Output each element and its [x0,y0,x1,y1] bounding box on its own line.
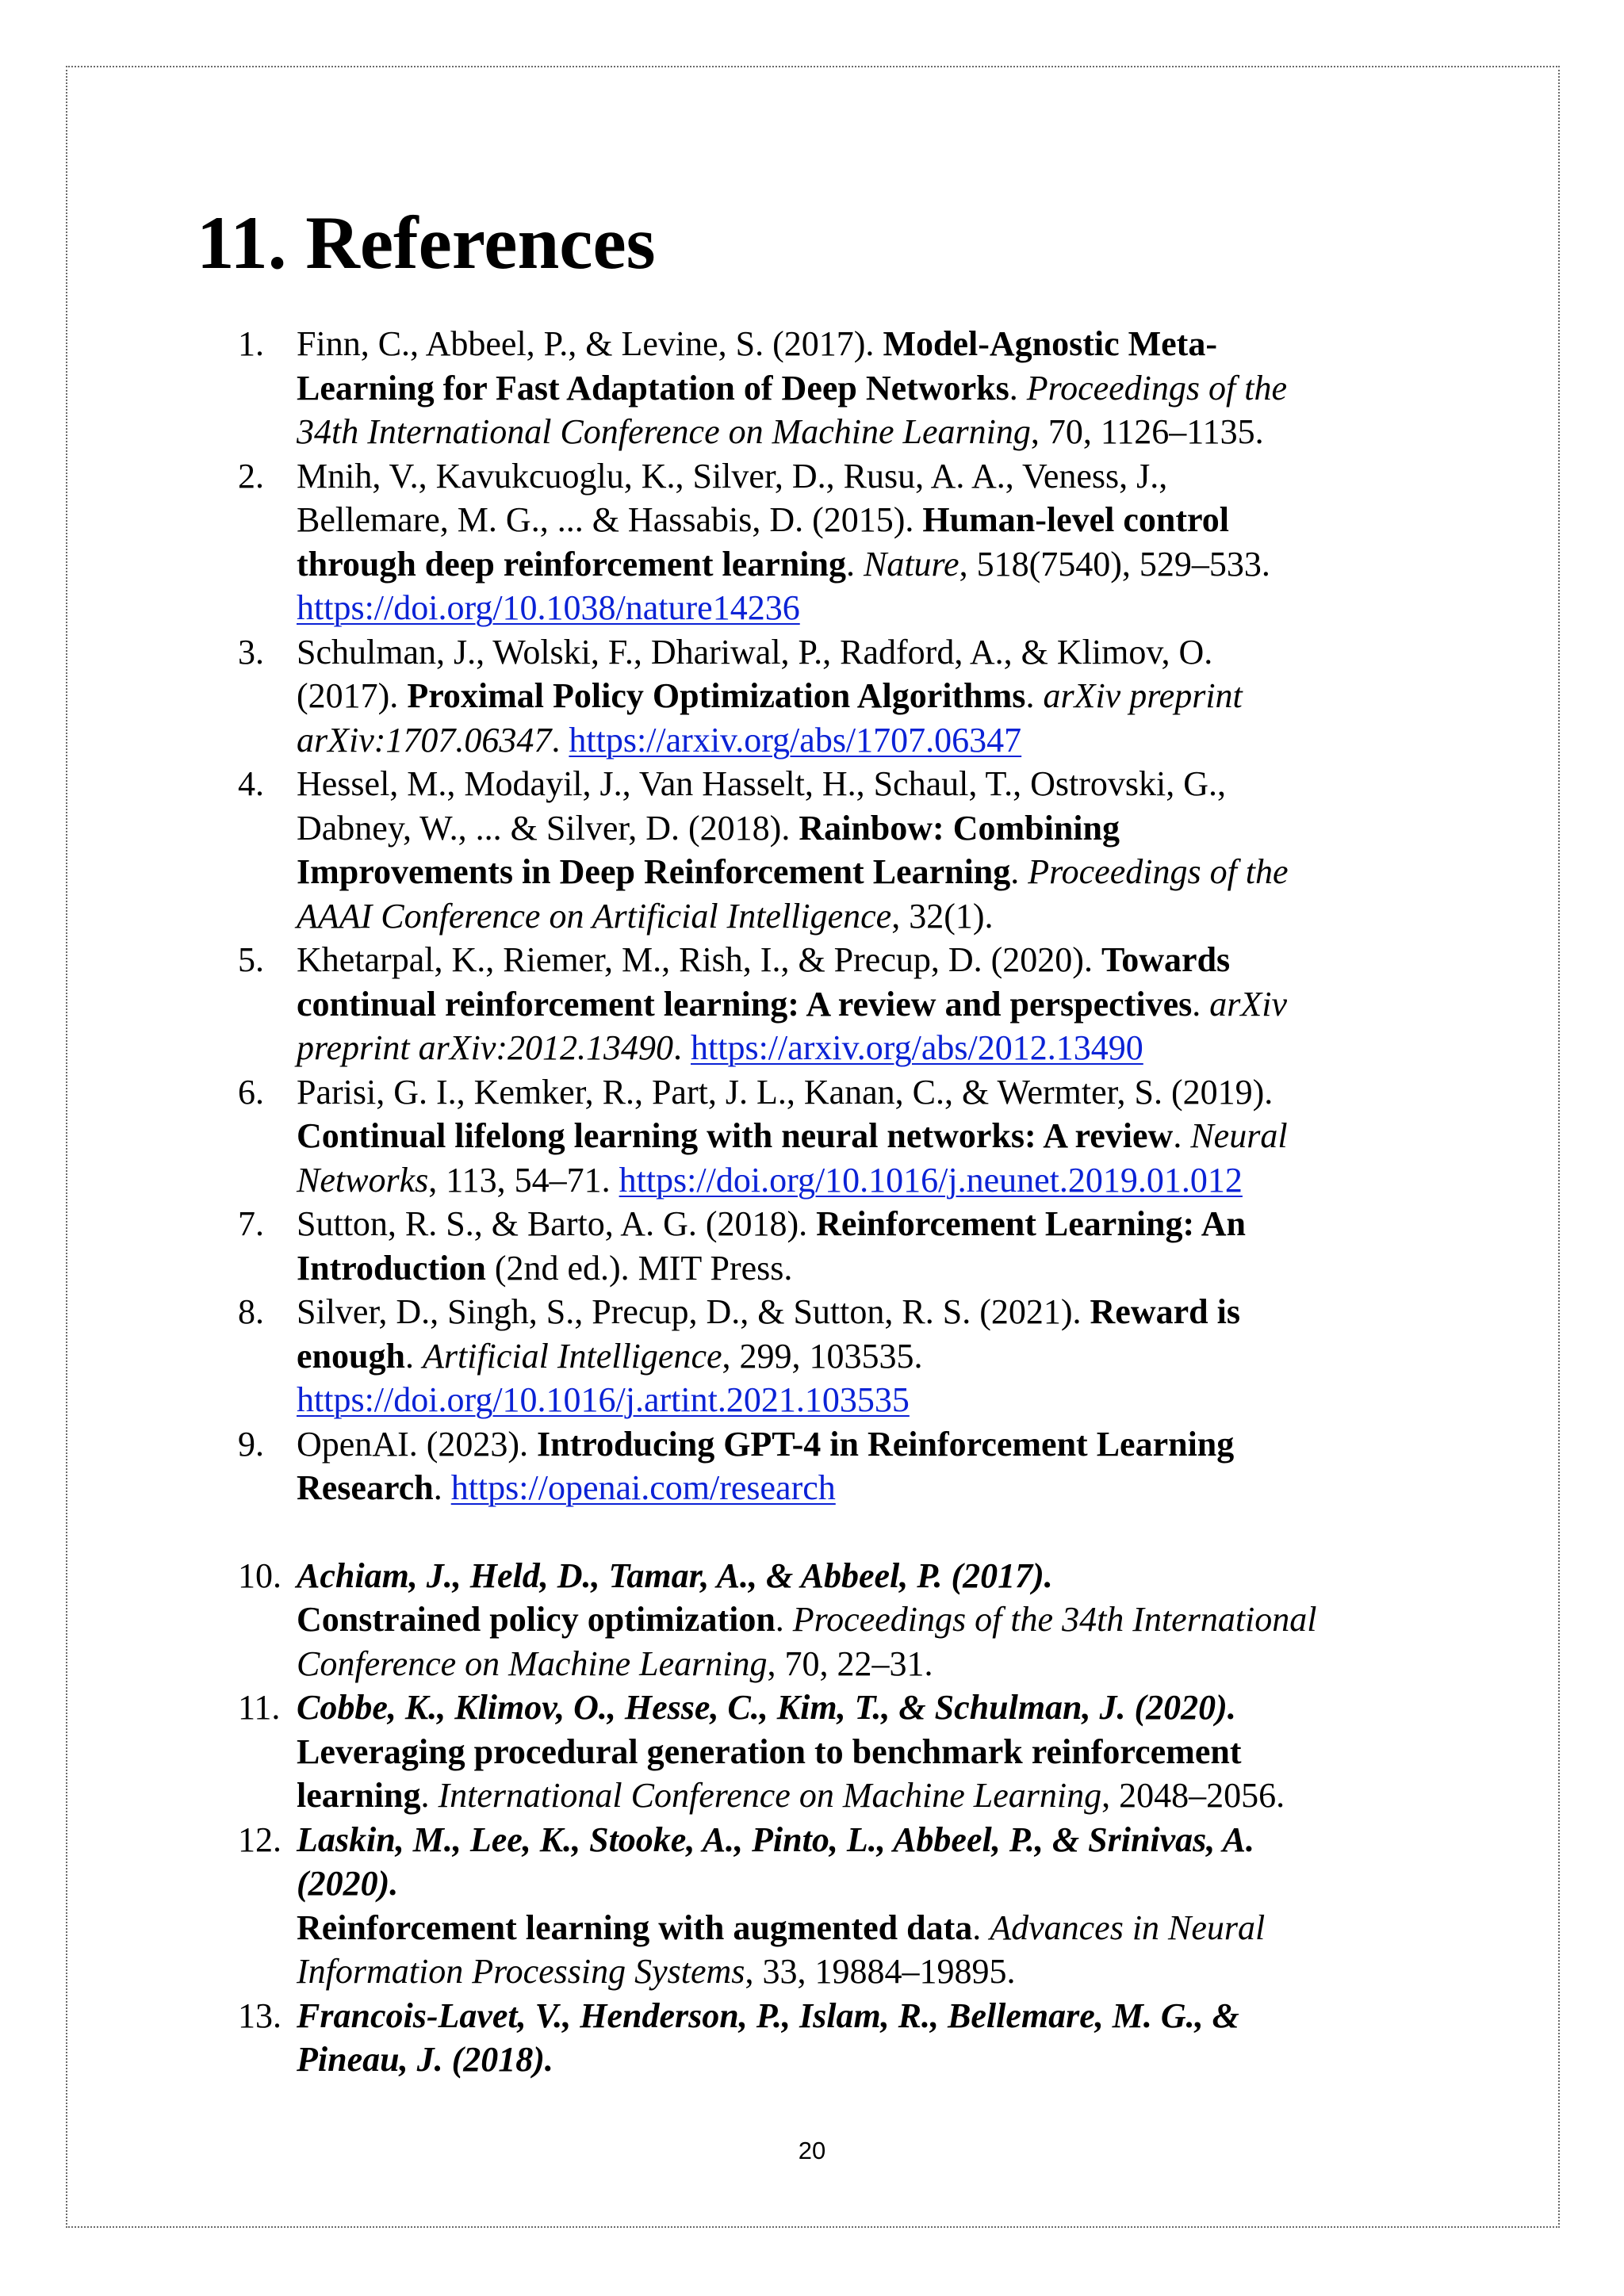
reference-text: , 2048–2056. [1101,1776,1285,1815]
reference-item [0,1818,1470,1994]
reference-number: 5. [238,940,264,979]
reference-number: 4. [238,764,264,803]
reference-text: (2017). [297,676,408,715]
reference-title: Reinforcement learning with augmented data [297,1908,973,1947]
reference-line [297,630,1470,675]
reference-number: 10. [238,1556,282,1595]
reference-title: Proximal Policy Optimization Algorithms [407,676,1026,715]
reference-list [0,322,1624,2082]
reference-text: Dabney, W., ... & Silver, D. (2018). [297,808,799,848]
reference-line [297,1598,1470,1642]
reference-line [297,1070,1470,1115]
reference-line [297,1378,1470,1422]
reference-line [297,894,1470,939]
reference-line [297,1818,1470,1862]
reference-line [297,1774,1470,1818]
reference-venue: Advances in Neural [990,1908,1266,1947]
reference-text: . [673,1028,691,1067]
reference-title: Continual lifelong learning with neural networks: A review [297,1116,1174,1155]
reference-venue: arXiv [1209,984,1287,1024]
reference-line [297,1290,1470,1334]
reference-venue: Nature [863,544,959,584]
reference-item [0,322,1470,454]
reference-authors: Achiam, J., Held, D., Tamar, A., & Abbeel, P. (2017). [297,1556,1053,1595]
reference-line [297,982,1470,1027]
reference-number: 1. [238,324,264,363]
reference-line [297,586,1470,630]
reference-line [297,1686,1470,1730]
reference-text: Finn, C., Abbeel, P., & Levine, S. (2017). [297,324,883,363]
reference-text: , 299, 103535. [722,1336,923,1376]
reference-text: Hessel, M., Modayil, J., Van Hasselt, H., Schaul, T., Ostrovski, G., [297,764,1227,803]
reference-text: Khetarpal, K., Riemer, M., Rish, I., & Precup, D. (2020). [297,940,1101,979]
reference-number: 7. [238,1204,264,1243]
reference-authors: Laskin, M., Lee, K., Stooke, A., Pinto, L., Abbeel, P., & Srinivas, A. [297,1820,1255,1859]
reference-venue: Neural [1190,1116,1288,1155]
reference-line [297,1114,1470,1158]
reference-title: Human-level control [922,500,1230,539]
reference-venue: Conference on Machine Learning [297,1644,768,1683]
reference-line [297,2038,1470,2082]
reference-title: Leveraging procedural generation to benchmark reinforcement [297,1732,1242,1771]
reference-line [297,1554,1470,1598]
reference-number: 3. [238,632,264,672]
reference-authors: (2020). [297,1864,399,1903]
reference-title: continual reinforcement learning: A review and perspectives [297,984,1193,1024]
reference-venue: Proceedings of the 34th International [792,1600,1317,1639]
reference-venue: Artificial Intelligence [422,1336,722,1376]
reference-item [0,1994,1470,2082]
reference-item [0,1290,1470,1422]
reference-line [297,1950,1470,1994]
reference-text: Mnih, V., Kavukcuoglu, K., Silver, D., Rusu, A. A., Veness, J., [297,456,1168,496]
reference-item [0,1202,1470,1290]
reference-line [297,498,1470,542]
reference-text: . [1192,984,1210,1024]
reference-text: . [1010,852,1028,891]
reference-title: Improvements in Deep Reinforcement Learning [297,852,1011,891]
reference-title: Research [297,1468,434,1507]
page-number: 20 [798,2137,826,2164]
reference-item [0,1554,1470,1686]
reference-text: (2nd ed.). MIT Press. [485,1248,793,1288]
reference-line [297,1994,1470,2038]
reference-line [297,1026,1470,1070]
reference-text: . [404,1336,423,1376]
reference-line [297,1642,1470,1686]
reference-text: , 70, 1126–1135. [1030,412,1264,451]
reference-text: . [775,1600,793,1639]
reference-number: 6. [238,1072,264,1112]
reference-text: Silver, D., Singh, S., Precup, D., & Sutton, R. S. (2021). [297,1292,1090,1331]
reference-venue: Information Processing Systems [297,1952,745,1991]
reference-link[interactable]: https://arxiv.org/abs/1707.06347 [569,720,1022,760]
reference-item [0,1686,1470,1818]
reference-item [0,1070,1470,1203]
reference-title: Towards [1101,940,1231,979]
reference-text: . [1173,1116,1191,1155]
reference-text: Sutton, R. S., & Barto, A. G. (2018). [297,1204,817,1243]
reference-text: Schulman, J., Wolski, F., Dhariwal, P., Radford, A., & Klimov, O. [297,632,1213,672]
reference-venue: preprint arXiv:2012.13490 [297,1028,673,1067]
reference-line [297,674,1470,718]
reference-line [297,1906,1470,1950]
reference-authors: Cobbe, K., Klimov, O., Hesse, C., Kim, T., & Schulman, J. (2020). [297,1688,1236,1727]
reference-line [297,1466,1470,1510]
reference-number: 12. [238,1820,282,1859]
reference-number: 9. [238,1424,264,1464]
reference-line [297,366,1470,411]
reference-line [297,1246,1470,1291]
reference-link[interactable]: https://arxiv.org/abs/2012.13490 [691,1028,1143,1067]
reference-line [297,806,1470,851]
reference-line [297,1158,1470,1203]
reference-title: Introduction [297,1248,486,1288]
reference-line [297,454,1470,499]
reference-text: , 32(1). [891,896,994,936]
reference-number: 11. [238,1688,281,1727]
reference-line [297,1862,1470,1906]
reference-title: Reward is [1090,1292,1240,1331]
reference-title: Reinforcement Learning: An [816,1204,1246,1243]
reference-item [0,938,1470,1070]
reference-line [297,762,1470,806]
reference-text: OpenAI. (2023). [297,1424,538,1464]
reference-text: . [420,1776,439,1815]
reference-title: Learning for Fast Adaptation of Deep Networks [297,368,1009,408]
reference-venue: arXiv preprint [1043,676,1243,715]
reference-number: 2. [238,456,264,496]
reference-title: Model-Agnostic Meta- [883,324,1217,363]
reference-item [0,1422,1470,1510]
reference-line [297,1730,1470,1774]
reference-line [297,850,1470,894]
reference-line [297,542,1470,587]
reference-text: . [1025,676,1044,715]
reference-text: Bellemare, M. G., ... & Hassabis, D. (2015). [297,500,923,539]
reference-venue: arXiv:1707.06347 [297,720,552,760]
reference-item [0,762,1470,938]
reference-number: 8. [238,1292,264,1331]
reference-line [297,410,1470,454]
reference-text: . [551,720,569,760]
reference-item [0,630,1470,763]
reference-line [297,322,1470,366]
reference-title: Constrained policy optimization [297,1600,776,1639]
reference-text: . [845,544,864,584]
reference-text: . [972,1908,990,1947]
reference-line [297,1422,1470,1467]
reference-text: , 70, 22–31. [767,1644,933,1683]
reference-line [297,1202,1470,1246]
reference-venue: International Conference on Machine Learning [438,1776,1102,1815]
reference-title: through deep reinforcement learning [297,544,846,584]
reference-text: , 33, 19884–19895. [745,1952,1016,1991]
reference-link[interactable]: https://doi.org/10.1016/j.neunet.2019.01.012 [619,1160,1243,1200]
reference-line [297,1334,1470,1379]
reference-line [297,718,1470,763]
reference-line [297,938,1470,982]
reference-authors: Francois-Lavet, V., Henderson, P., Islam, R., Bellemare, M. G., & [297,1996,1239,2035]
reference-title: Rainbow: Combining [799,808,1120,848]
reference-venue: Proceedings of the [1026,368,1287,408]
reference-title: Introducing GPT-4 in Reinforcement Learning [537,1424,1235,1464]
reference-venue: Proceedings of the [1028,852,1289,891]
reference-link[interactable]: https://openai.com/research [450,1468,836,1507]
reference-text: . [433,1468,451,1507]
reference-venue: 34th International Conference on Machine Learning [297,412,1031,451]
reference-number: 13. [238,1996,282,2035]
page-title: 11. References [197,201,656,285]
reference-title: enough [297,1336,405,1376]
reference-title: learning [297,1776,421,1815]
reference-text: Parisi, G. I., Kemker, R., Part, J. L., Kanan, C., & Wermter, S. (2019). [297,1072,1274,1112]
reference-venue: Networks [297,1160,429,1200]
reference-venue: AAAI Conference on Artificial Intelligence [297,896,892,936]
reference-item [0,454,1470,630]
reference-authors: Pineau, J. (2018). [297,2040,553,2079]
reference-link[interactable]: https://doi.org/10.1016/j.artint.2021.103535 [297,1380,910,1419]
reference-text: , 113, 54–71. [428,1160,619,1200]
reference-link[interactable]: https://doi.org/10.1038/nature14236 [297,588,800,627]
reference-text: . [1009,368,1027,408]
reference-text: , 518(7540), 529–533. [959,544,1270,584]
